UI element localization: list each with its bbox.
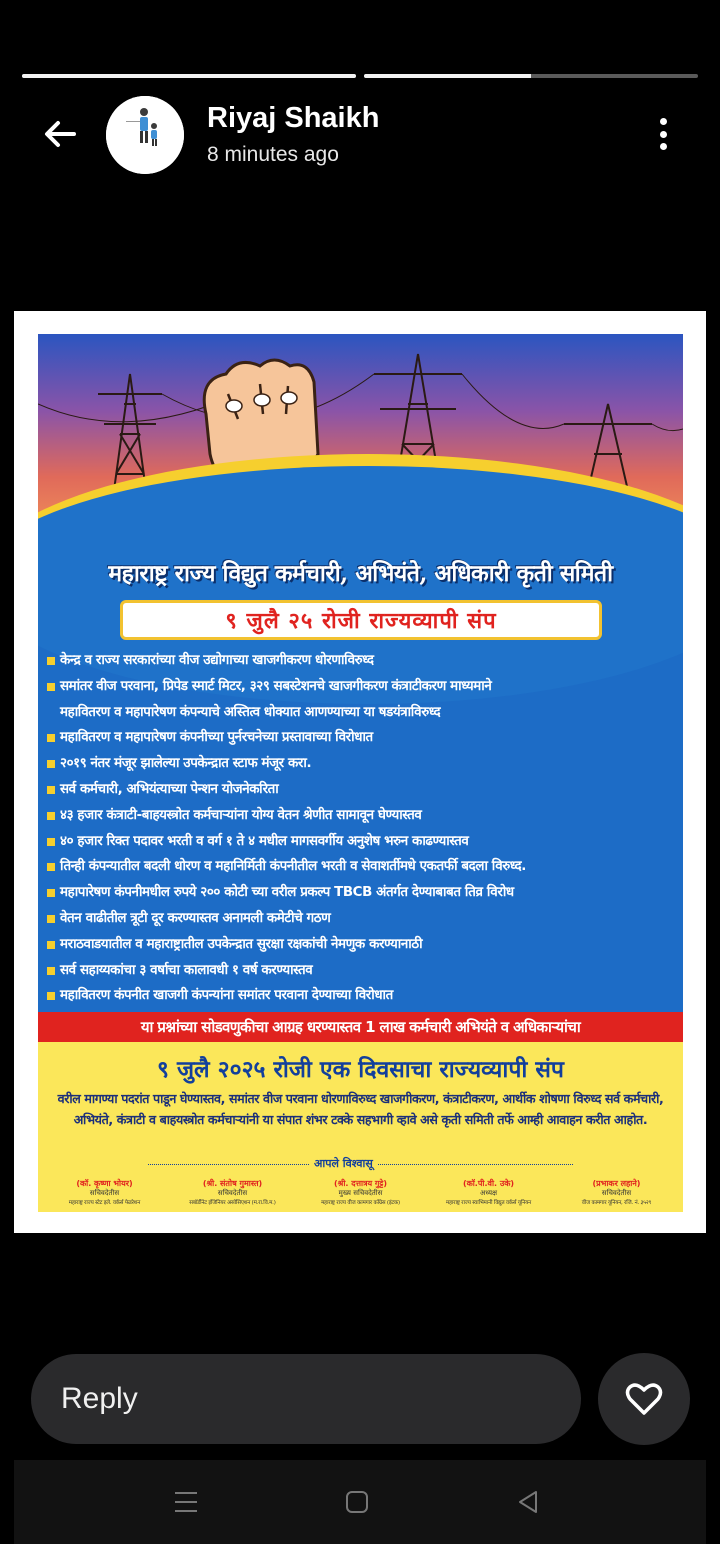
list-item: केन्द्र व राज्य सरकारांच्या वीज उद्योगाच्या खाजगीकरण धोरणाविरुध्द xyxy=(46,652,678,670)
more-vert-icon xyxy=(660,118,667,125)
system-back-button[interactable] xyxy=(508,1486,548,1518)
demands-list xyxy=(46,652,678,1013)
signer-role: सचिवदेतीस xyxy=(89,1189,120,1197)
list-item: मराठवाडयातील व महाराष्ट्रातील उपकेन्द्रात सुरक्षा रक्षकांची नेमणुक करण्यानाठी xyxy=(46,936,678,954)
signer xyxy=(554,1178,679,1206)
poster-main-title: महाराष्ट्र राज्य विद्युत कर्मचारी, अभियंते, अधिकारी कृती समिती xyxy=(108,560,613,587)
like-button[interactable] xyxy=(598,1353,690,1445)
home-button[interactable] xyxy=(337,1486,377,1518)
avatar-image xyxy=(106,96,184,174)
list-item: २०१९ नंतर मंजूर झालेल्या उपकेन्द्रात स्टाफ मंजूर करा. xyxy=(46,755,678,773)
reply-input[interactable] xyxy=(31,1354,581,1444)
signer-role: मुख्य सचिवदेतीस xyxy=(338,1189,383,1197)
signer-name: (श्री. दत्तात्रय गुट्टे) xyxy=(334,1179,387,1188)
progress-segment xyxy=(22,74,356,78)
story-progress xyxy=(22,74,698,78)
menu-nav-icon xyxy=(172,1488,200,1516)
list-item: सर्व कर्मचारी, अभियंत्याच्या पेन्शन योजनेकरिता xyxy=(46,781,678,799)
signer xyxy=(42,1178,167,1206)
signer-name: (कॉ. कृष्णा भोयर) xyxy=(76,1179,133,1188)
yellow-panel-title: ९ जुलै २०२५ रोजी एक दिवसाचा राज्यव्यापी संप xyxy=(157,1056,564,1083)
more-vert-icon xyxy=(660,143,667,150)
signer-role: सचिवदेतीस xyxy=(217,1189,248,1197)
progress-fill xyxy=(364,74,531,78)
strike-date-text: ९ जुलै २५ रोजी राज्यव्यापी संप xyxy=(225,608,497,634)
list-item: महावितरण व महापारेषण कंपन्याचे अस्तित्व धोक्यात आणण्याच्या या षडयंत्राविरुध्द xyxy=(60,704,441,720)
signer-name: (श्री. संतोष गुमास्त) xyxy=(202,1179,263,1188)
home-nav-icon xyxy=(344,1489,370,1515)
back-button[interactable] xyxy=(38,112,82,156)
progress-segment xyxy=(364,74,698,78)
signer-name: (कॉ.पी.वी. उके) xyxy=(462,1179,515,1188)
back-nav-icon xyxy=(515,1489,541,1515)
reply-placeholder: Reply xyxy=(61,1382,138,1415)
more-vert-icon xyxy=(660,131,667,138)
list-item: महापारेषण कंपनीमधील रुपये २०० कोटी च्या वरील प्रकल्प TBCB अंतर्गत देण्याबाबत तिव्र विरोध xyxy=(46,884,678,902)
list-item: सर्व सहाय्यकांचा ३ वर्षाचा कालावधी १ वर्ष करण्यास्तव xyxy=(46,962,678,980)
signer xyxy=(426,1178,551,1206)
recent-apps-button[interactable] xyxy=(166,1486,206,1518)
signer-role: अध्यक्ष xyxy=(479,1189,498,1197)
progress-fill xyxy=(22,74,356,78)
system-nav-bar xyxy=(14,1460,706,1544)
signer-org: महाराष्ट्र राज्य वीज कामगार कॉंग्रेस (इंटक) xyxy=(321,1200,400,1206)
signer-name: (प्रभाकर लहाने) xyxy=(592,1179,641,1188)
red-banner-text: या प्रश्नांच्या सोडवणुकीचा आग्रह धरण्यास्तव 1 लाख कर्मचारी अभियंते व अधिकाऱ्यांचा xyxy=(140,1018,581,1036)
user-name[interactable]: Riyaj Shaikh xyxy=(207,102,380,134)
heart-icon xyxy=(623,1378,665,1420)
list-item: महावितरण कंपनीत खाजगी कंपन्यांना समांतर परवाना देण्याच्या विरोधात xyxy=(46,987,678,1005)
story-poster[interactable] xyxy=(38,334,683,1212)
list-item: महावितरण व महापारेषण कंपनीच्या पुर्नरचनेच्या प्रस्तावाच्या विरोधात xyxy=(46,729,678,747)
more-options-button[interactable] xyxy=(648,114,678,154)
signer xyxy=(170,1178,295,1206)
strike-date-banner xyxy=(120,600,602,640)
story-timestamp: 8 minutes ago xyxy=(207,143,339,166)
list-item: ४३ हजार कंत्राटी-बाहयस्त्रोत कर्मचाऱ्यांना योग्य वेतन श्रेणीत सामावून घेण्यास्तव xyxy=(46,807,678,825)
signer-org: महाराष्ट्र राज्य स्वाभिमानी विद्युत वर्कर्स यूनियन xyxy=(446,1200,531,1206)
signer xyxy=(298,1178,423,1206)
list-item: तिन्ही कंपन्यातील बदली धोरण व महानिर्मिती कंपनीतील भरती व सेवाशर्तीमधे एकतर्फी बदला विरुध्द. xyxy=(46,858,678,876)
signers-row xyxy=(42,1178,679,1206)
signature-label: आपले विश्वासू xyxy=(310,1156,377,1171)
list-item: समांतर वीज परवाना, प्रिपेड स्मार्ट मिटर, ३२९ सबस्टेशनचे खाजगीकरण कंत्राटीकरण माध्यमाने xyxy=(46,678,678,696)
yellow-panel-text: वरील मागण्या पदरांत पाडून घेण्यास्तव, समांतर वीज परवाना धोरणाविरुध्द खाजगीकरण, कंत्राटीकरण, आर्थीक शोषणा विरुध्द सर्व कर्मचारी, अभियंते, कंत्राटी व बाहयस्त्रोत कर्मचाऱ्यांनी या संपात शंभर टक्के सहभागी व्हावे असे कृती समिती तर्फे आम्ही आवाहन करीत आहोत. xyxy=(57,1091,664,1127)
avatar[interactable] xyxy=(106,96,184,174)
yellow-panel xyxy=(38,1042,683,1212)
signer-org: महाराष्ट्र राज्य स्टेट इले. वर्कर्स फेडरेशन xyxy=(68,1200,141,1206)
signer-org: वीज कामगार यूनियन, रजि. नं. ३५२९ xyxy=(581,1200,652,1206)
signer-org: सबॉर्डीनेट इंजिनियर असोसिएशन (म.रा.वि.म.) xyxy=(189,1200,276,1206)
list-item: वेतन वाढीतील त्रूटी दूर करण्यास्तव अनामली कमेटीचे गठण xyxy=(46,910,678,928)
back-arrow-icon xyxy=(40,114,80,154)
red-banner xyxy=(38,1012,683,1042)
signer-role: सचिवदेतीस xyxy=(601,1189,632,1197)
list-item: ४० हजार रिक्त पदावर भरती व वर्ग १ ते ४ मधील मागसवर्गीय अनुशेष भरुन काढण्यास्तव xyxy=(46,833,678,851)
